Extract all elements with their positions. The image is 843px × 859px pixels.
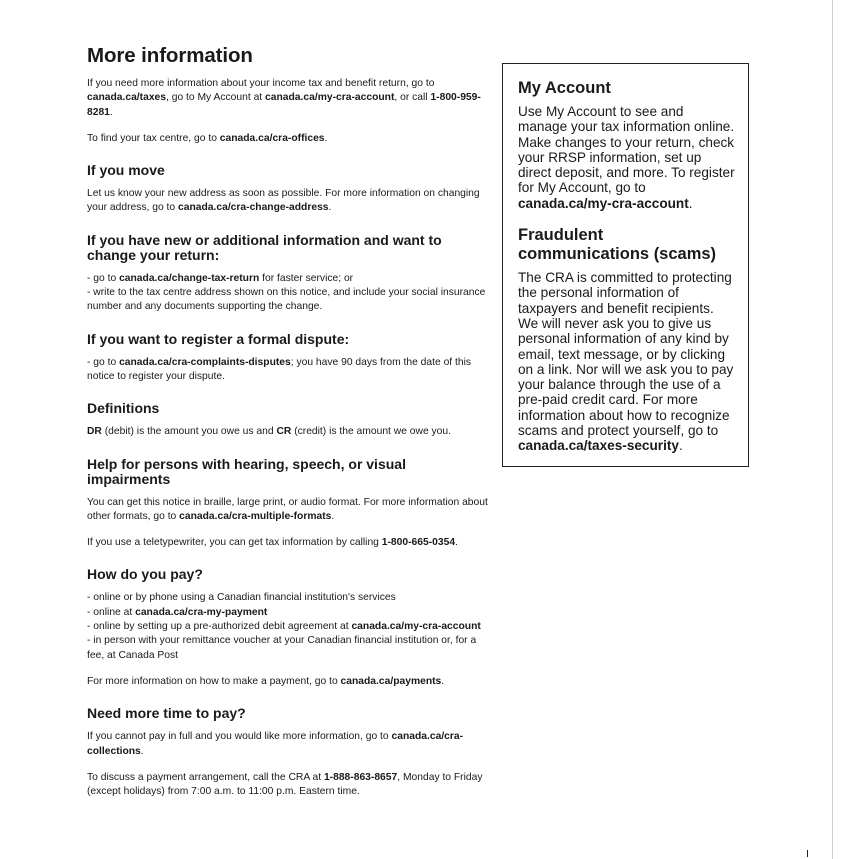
dispute-paragraph xyxy=(87,356,491,385)
payment-arrangement-paragraph xyxy=(87,771,491,800)
text: - go to xyxy=(87,356,120,368)
complaints-disputes-link[interactable]: canada.ca/cra-complaints-disputes xyxy=(119,356,291,368)
multiple-formats-link[interactable]: canada.ca/cra-multiple-formats xyxy=(179,510,332,522)
dr-term: DR xyxy=(87,426,102,438)
how-pay-heading: How do you pay? xyxy=(87,566,203,583)
list-item: - online or by phone using a Canadian financial institution's services xyxy=(87,592,396,604)
taxes-link[interactable]: canada.ca/taxes xyxy=(87,92,166,104)
taxes-security-link[interactable]: canada.ca/taxes-security xyxy=(518,438,679,454)
text: , go to My Account at xyxy=(166,92,266,104)
text: To discuss a payment arrangement, call the CRA at xyxy=(87,771,324,783)
text: ; you have 90 days from the date of this notice to register your dispute. xyxy=(87,356,472,382)
change-address-link[interactable]: canada.ca/cra-change-address xyxy=(178,202,329,214)
my-payment-link[interactable]: canada.ca/cra-my-payment xyxy=(135,606,268,618)
tty-phone-number: 1-800-665-0354 xyxy=(381,537,456,549)
text: For more information on how to make a payment, go to xyxy=(87,675,341,687)
my-account-title: My Account xyxy=(518,79,611,97)
list-item xyxy=(87,606,491,620)
tax-centre-paragraph xyxy=(87,132,491,146)
scams-title: Fraudulent communications (scams) xyxy=(518,226,717,264)
text: - online by setting up a pre-authorized debit agreement at xyxy=(87,621,352,633)
new-info-heading: If you have new or additional information and want to change your return: xyxy=(87,231,442,263)
formats-paragraph xyxy=(87,496,491,525)
intro-paragraph xyxy=(87,77,491,120)
collections-link[interactable]: canada.ca/cra-collections xyxy=(87,731,464,757)
pad-my-account-link[interactable]: canada.ca/my-cra-account xyxy=(351,621,481,633)
text: . xyxy=(441,675,445,687)
list-item xyxy=(87,272,491,286)
page-title: More information xyxy=(87,44,253,67)
text: . xyxy=(140,745,144,757)
sidebar-my-account-link[interactable]: canada.ca/my-cra-account xyxy=(518,195,689,211)
text: - go to xyxy=(87,272,120,284)
text: (credit) is the amount we owe you. xyxy=(291,426,452,438)
text: Let us know your new address as soon as possible. For more information on changing your address, go to xyxy=(87,188,480,214)
text: . xyxy=(324,132,328,144)
text: , or call xyxy=(394,92,431,104)
text: - online at xyxy=(87,606,136,618)
text: for faster service; or xyxy=(259,272,354,284)
text: If you need more information about your income tax and benefit return, go to xyxy=(87,78,435,89)
text: The CRA is committed to protecting the personal information of taxpayers and benefit recipients. We will never ask you to give us personal information of any kind by email, text message, or by clicking on a link. Nor will we ask you to pay your balance through the use of a pre-paid credit card. For more information about how to recognize scams and protect yourself, go to xyxy=(518,270,734,439)
collections-phone-number: 1-888-863-8657 xyxy=(323,771,398,783)
text: . xyxy=(109,106,113,118)
cr-term: CR xyxy=(276,426,292,438)
list-item: - write to the tax centre address shown on this notice, and include your social insurance number and any documents supporting the change. xyxy=(87,287,486,313)
text: . xyxy=(688,195,693,211)
list-item xyxy=(87,620,491,634)
scams-paragraph xyxy=(518,270,736,454)
more-time-heading: Need more time to pay? xyxy=(87,705,246,722)
change-tax-return-link[interactable]: canada.ca/change-tax-return xyxy=(119,272,260,284)
page-edge-line xyxy=(832,0,833,859)
text: . xyxy=(455,537,458,549)
text: . xyxy=(331,510,335,522)
main-column xyxy=(87,44,491,799)
payments-link[interactable]: canada.ca/payments xyxy=(340,675,442,687)
impairments-heading: Help for persons with hearing, speech, or visual impairments xyxy=(87,455,406,487)
my-account-paragraph xyxy=(518,104,736,211)
definitions-paragraph xyxy=(87,425,491,439)
phone-number: 1-800-959-8281 xyxy=(87,92,481,118)
dispute-heading: If you want to register a formal dispute: xyxy=(87,330,350,347)
scan-speck xyxy=(807,850,808,857)
text: . xyxy=(678,438,683,454)
payments-paragraph xyxy=(87,675,491,689)
text: Use My Account to see and manage your tax information online. Make changes to your return, check your RRSP information, set up direct deposit, and more. To register for My Account, go to xyxy=(518,104,735,196)
text: (debit) is the amount you owe us and xyxy=(101,426,277,438)
text: You can get this notice in braille, large print, or audio format. For more information about other formats, go to xyxy=(87,496,488,522)
collections-paragraph xyxy=(87,730,491,759)
if-you-move-heading: If you move xyxy=(87,162,165,179)
text: If you use a teletypewriter, you can get tax information by calling xyxy=(87,537,382,549)
text: To find your tax centre, go to xyxy=(87,132,220,144)
if-you-move-paragraph xyxy=(87,187,491,216)
info-sidebar-box xyxy=(502,63,749,467)
text: , Monday to Friday (except holidays) from 7:00 a.m. to 11:00 p.m. Eastern time. xyxy=(87,771,483,798)
cra-offices-link[interactable]: canada.ca/cra-offices xyxy=(219,132,325,144)
my-account-link[interactable]: canada.ca/my-cra-account xyxy=(265,92,395,104)
text: . xyxy=(328,202,332,214)
list-item: - in person with your remittance voucher at your Canadian financial institution or, for a fee, at Canada Post xyxy=(87,635,477,661)
definitions-heading: Definitions xyxy=(87,400,160,417)
text: If you cannot pay in full and you would like more information, go to xyxy=(87,731,392,743)
teletypewriter-paragraph xyxy=(87,536,491,550)
